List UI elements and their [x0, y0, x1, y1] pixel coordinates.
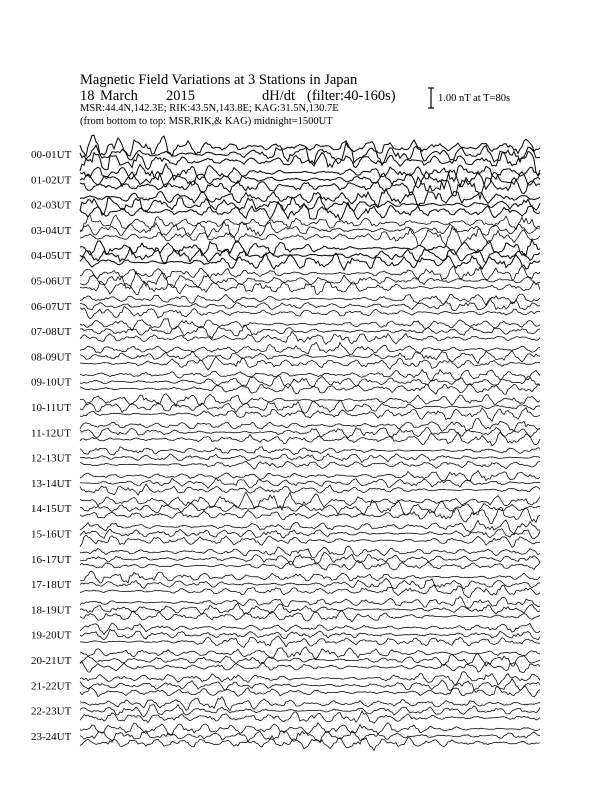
trace-KAG-11-12UT [80, 418, 540, 431]
hour-label-11-12UT: 11-12UT [31, 427, 71, 440]
trace-MSR-23-24UT [80, 738, 540, 751]
hour-label-19-20UT: 19-20UT [31, 629, 72, 642]
trace-KAG-10-11UT [80, 394, 540, 406]
trace-KAG-20-21UT [80, 647, 540, 659]
filter-label: (filter:40-160s) [307, 88, 396, 104]
trace-RIK-21-22UT [80, 679, 540, 691]
trace-KAG-04-05UT [80, 239, 540, 256]
trace-MSR-04-05UT [80, 253, 540, 270]
trace-RIK-07-08UT [80, 325, 540, 338]
trace-RIK-09-10UT [80, 376, 540, 388]
trace-KAG-19-20UT [80, 623, 540, 635]
hour-label-23-24UT: 23-24UT [31, 730, 72, 743]
trace-MSR-18-19UT [80, 611, 540, 622]
hour-label-09-10UT: 09-10UT [31, 376, 72, 389]
trace-MSR-12-13UT [80, 461, 540, 469]
hour-label-05-06UT: 05-06UT [31, 275, 72, 288]
hour-label-21-22UT: 21-22UT [31, 680, 72, 693]
trace-RIK-05-06UT [80, 271, 540, 288]
trace-KAG-00-01UT [80, 135, 540, 157]
trace-MSR-13-14UT [80, 484, 540, 495]
hour-label-13-14UT: 13-14UT [31, 477, 72, 490]
hour-label-06-07UT: 06-07UT [31, 300, 72, 313]
hour-label-17-18UT: 17-18UT [31, 579, 72, 592]
trace-KAG-16-17UT [80, 546, 540, 558]
trace-MSR-15-16UT [80, 535, 540, 547]
trace-RIK-11-12UT [80, 428, 540, 439]
trace-MSR-07-08UT [80, 331, 540, 344]
date-day: 18 [80, 88, 95, 104]
hour-label-15-16UT: 15-16UT [31, 528, 72, 541]
hour-label-03-04UT: 03-04UT [31, 224, 72, 237]
date-month: March [100, 88, 138, 104]
hour-label-10-11UT: 10-11UT [31, 402, 71, 414]
trace-MSR-06-07UT [80, 306, 540, 318]
scale-bar-label: 1.00 nT at T=80s [438, 93, 511, 104]
date-year: 2015 [166, 88, 195, 104]
station-coordinates: MSR:44.4N,142.3E; RIK:43.5N,143.8E; KAG:31.5N,130.7E [80, 103, 339, 114]
hour-label-18-19UT: 18-19UT [31, 604, 72, 617]
traces [80, 135, 540, 750]
hour-label-08-09UT: 08-09UT [31, 351, 72, 364]
trace-MSR-05-06UT [80, 281, 540, 294]
hour-label-04-05UT: 04-05UT [31, 250, 72, 263]
scale-bar [428, 88, 434, 108]
hour-label-01-02UT: 01-02UT [31, 174, 72, 187]
hour-labels [31, 149, 72, 743]
hour-label-22-23UT: 22-23UT [31, 705, 72, 718]
trace-KAG-15-16UT [80, 520, 540, 534]
hour-label-12-13UT: 12-13UT [31, 452, 72, 465]
trace-MSR-22-23UT [80, 711, 540, 723]
trace-MSR-16-17UT [80, 560, 540, 570]
trace-KAG-06-07UT [80, 294, 540, 305]
hour-label-16-17UT: 16-17UT [31, 553, 72, 566]
hour-label-07-08UT: 07-08UT [31, 326, 72, 339]
hour-label-20-21UT: 20-21UT [31, 655, 72, 667]
trace-KAG-12-13UT [80, 447, 540, 455]
trace-KAG-05-06UT [80, 266, 540, 280]
trace-RIK-04-05UT [80, 248, 540, 264]
trace-KAG-08-09UT [80, 342, 540, 354]
chart-title: Magnetic Field Variations at 3 Stations in Japan [80, 72, 358, 88]
hour-label-00-01UT: 00-01UT [31, 149, 72, 161]
quantity-label: dH/dt [262, 88, 296, 104]
hour-label-02-03UT: 02-03UT [31, 199, 72, 212]
order-note: (from bottom to top: MSR,RIK,& KAG) midnight=1500UT [80, 116, 333, 127]
trace-MSR-21-22UT [80, 686, 540, 697]
trace-RIK-15-16UT [80, 529, 540, 539]
hour-label-14-15UT: 14-15UT [31, 503, 72, 516]
trace-RIK-12-13UT [80, 454, 540, 463]
trace-KAG-09-10UT [80, 370, 540, 382]
